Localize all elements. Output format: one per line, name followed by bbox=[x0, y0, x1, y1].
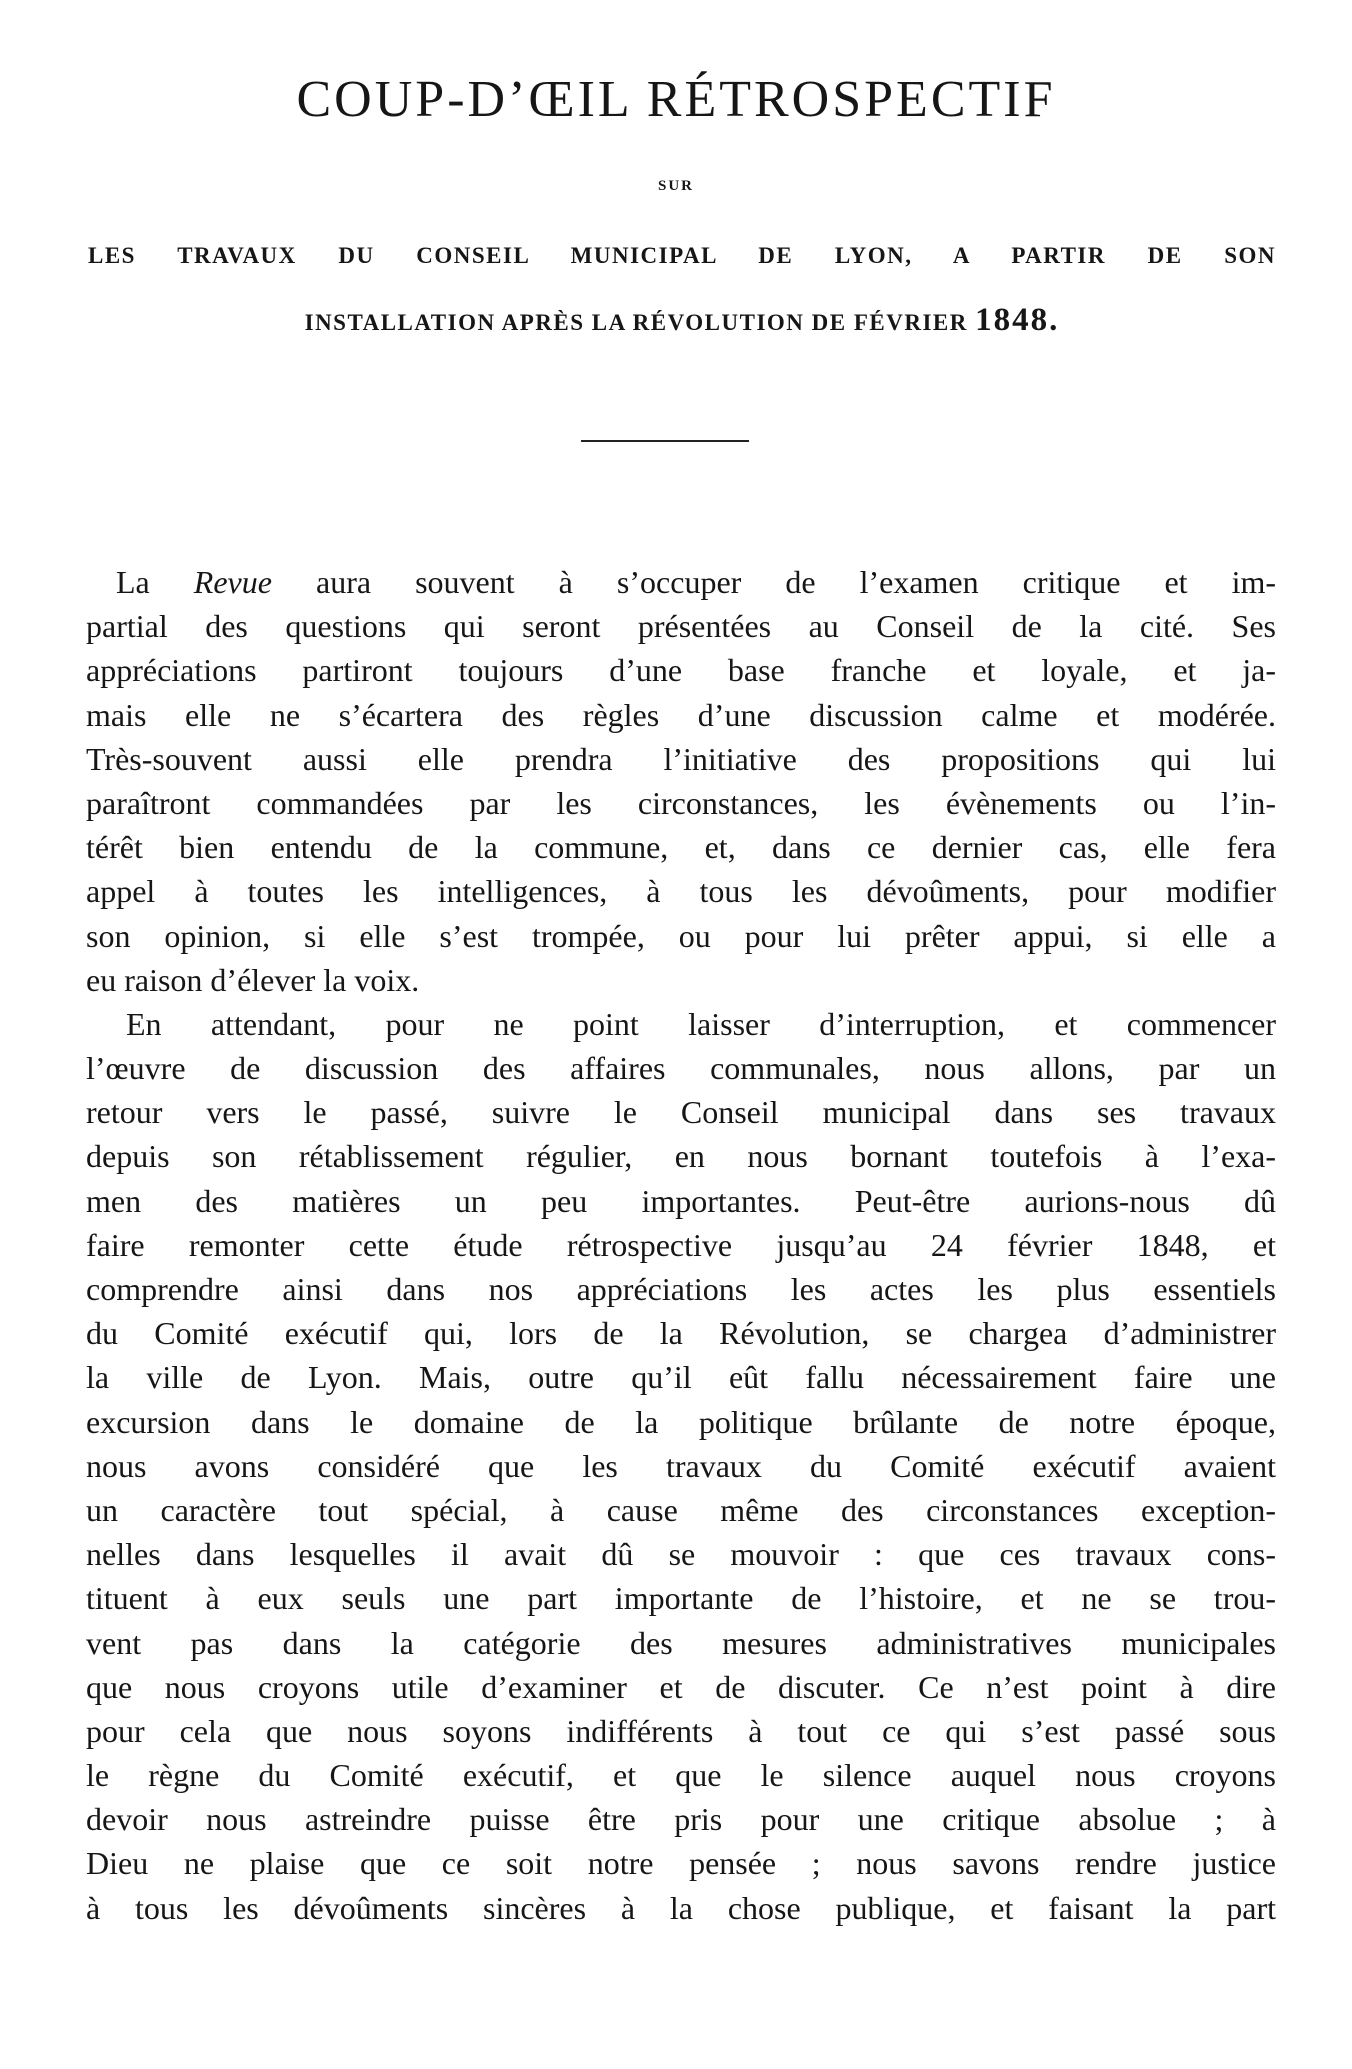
body-line-5: Très-souvent aussi elle prendra l’initiative des propositions qui lui bbox=[86, 740, 1276, 777]
body-line-11: En attendant, pour ne point laisser d’interruption, et commencer bbox=[126, 1005, 1276, 1042]
body-line-24: tituent à eux seuls une part importante de l’histoire, et ne se trou- bbox=[86, 1580, 1276, 1617]
revue-italic: Revue bbox=[193, 564, 272, 600]
body-line-1-post: aura souvent à s’occuper de l’examen critique et im- bbox=[271, 564, 1276, 600]
page-title: COUP-D’ŒIL RÉTROSPECTIF bbox=[296, 71, 1056, 128]
body-line-7: térêt bien entendu de la commune, et, dans ce dernier cas, elle fera bbox=[86, 829, 1276, 866]
body-line-14: depuis son rétablissement régulier, en nous bornant toutefois à l’exa- bbox=[86, 1138, 1276, 1175]
body-text bbox=[86, 560, 1276, 1930]
body-line-1 bbox=[86, 560, 1276, 604]
body-line-23: nelles dans lesquelles il avait dû se mouvoir : que ces travaux cons- bbox=[86, 1536, 1276, 1573]
body-line-17: comprendre ainsi dans nos appréciations les actes les plus essentiels bbox=[86, 1271, 1276, 1307]
body-line-20: excursion dans le domaine de la politique brûlante de notre époque, bbox=[86, 1403, 1276, 1440]
subtitle-line-2-text: INSTALLATION APRÈS LA RÉVOLUTION DE FÉVRIER bbox=[304, 310, 976, 335]
body-line-30: Dieu ne plaise que ce soit notre pensée ; nous savons rendre justice bbox=[86, 1845, 1276, 1882]
subtitle-line-2 bbox=[88, 302, 1276, 339]
body-line-1-pre: La bbox=[116, 564, 194, 600]
heading-sur: SUR bbox=[657, 178, 694, 194]
body-line-2: partial des questions qui seront présentées au Conseil de la cité. Ses bbox=[86, 608, 1276, 645]
body-line-26: que nous croyons utile d’examiner et de discuter. Ce n’est point à dire bbox=[86, 1668, 1276, 1705]
body-line-28: le règne du Comité exécutif, et que le silence auquel nous croyons bbox=[86, 1757, 1276, 1794]
body-line-21: nous avons considéré que les travaux du Comité exécutif avaient bbox=[86, 1447, 1276, 1484]
title-divider bbox=[581, 440, 749, 442]
body-line-18: du Comité exécutif qui, lors de la Révolution, se chargea d’administrer bbox=[86, 1315, 1276, 1352]
body-line-31: à tous les dévoûments sincères à la chose publique, et faisant la part bbox=[86, 1889, 1276, 1926]
body-line-15: men des matières un peu importantes. Peut-être aurions-nous dû bbox=[86, 1182, 1276, 1219]
body-line-16: faire remonter cette étude rétrospective jusqu’au 24 février 1848, et bbox=[86, 1226, 1276, 1263]
body-line-12: l’œuvre de discussion des affaires communales, nous allons, par un bbox=[86, 1050, 1276, 1087]
body-line-22: un caractère tout spécial, à cause même des circonstances exception- bbox=[86, 1491, 1276, 1528]
body-line-4: mais elle ne s’écartera des règles d’une discussion calme et modérée. bbox=[86, 696, 1276, 733]
body-line-3: appréciations partiront toujours d’une base franche et loyale, et ja- bbox=[86, 652, 1276, 689]
body-line-9: son opinion, si elle s’est trompée, ou pour lui prêter appui, si elle a bbox=[86, 917, 1276, 954]
body-line-10: eu raison d’élever la voix. bbox=[86, 961, 420, 998]
subtitle-line-1: LES TRAVAUX DU CONSEIL MUNICIPAL DE LYON, A PARTIR DE SON bbox=[88, 243, 1276, 268]
body-line-13: retour vers le passé, suivre le Conseil municipal dans ses travaux bbox=[86, 1094, 1276, 1131]
body-line-27: pour cela que nous soyons indifférents à tout ce qui s’est passé sous bbox=[86, 1712, 1276, 1749]
body-line-6: paraîtront commandées par les circonstances, les évènements ou l’in- bbox=[86, 784, 1276, 821]
body-line-8: appel à toutes les intelligences, à tous les dévoûments, pour modifier bbox=[86, 873, 1276, 910]
body-line-25: vent pas dans la catégorie des mesures administratives municipales bbox=[86, 1624, 1276, 1661]
body-line-29: devoir nous astreindre puisse être pris pour une critique absolue ; à bbox=[86, 1801, 1276, 1838]
subtitle-year: 1848. bbox=[975, 302, 1060, 338]
body-line-19: la ville de Lyon. Mais, outre qu’il eût fallu nécessairement faire une bbox=[86, 1359, 1276, 1396]
